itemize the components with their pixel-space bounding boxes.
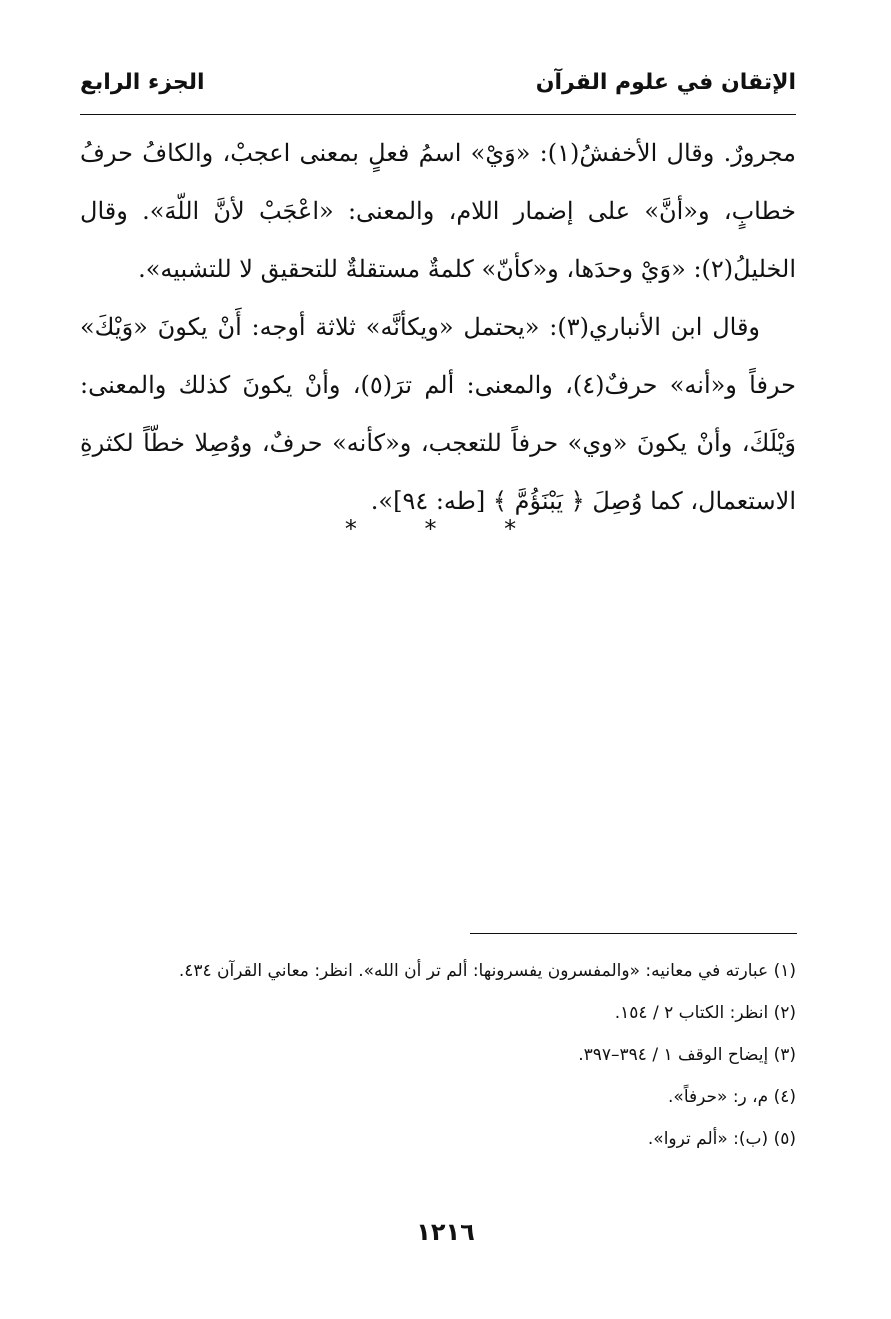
footnote-divider <box>470 933 797 934</box>
footnotes <box>80 950 796 1160</box>
header-divider <box>80 114 796 115</box>
footnote: (٤) م، ر: «حرفاً». <box>668 1087 796 1107</box>
footnote: (٢) انظر: الكتاب ٢ / ١٥٤. <box>614 1003 796 1023</box>
running-header <box>80 62 796 102</box>
main-text <box>80 124 796 530</box>
volume-label: الجزء الرابع <box>80 69 205 95</box>
section-separator: * * * <box>344 515 547 543</box>
paragraph: مجرورٌ. وقال الأخفشُ(١): «وَيْ» اسمُ فعلٍ بمعنى اعجبْ، والكافُ حرفُ خطابٍ، و«أنَّ» على إضمار اللام، والمعنى: «اعْجَبْ لأنَّ اللّهَ». وقال الخليلُ(٢): «وَيْ وحدَها، و«كأنّ» كلمةٌ مستقلةٌ للتحقيق لا للتشبيه». <box>80 139 796 283</box>
footnote: (١) عبارته في معانيه: «والمفسرون يفسرونها: ألم تر أن الله». انظر: معاني القرآن ٤٣٤. <box>178 961 796 981</box>
book-title: الإتقان في علوم القرآن <box>535 69 796 95</box>
paragraph: وقال ابن الأنباري(٣): «يحتمل «ويكأنَّه» ثلاثة أوجه: أَنْ يكونَ «وَيْكَ» حرفاً و«أنه» حرفٌ(٤)، والمعنى: ألم ترَ(٥)، وأنْ يكونَ كذلك والمعنى: وَيْلَكَ، وأنْ يكونَ «وي» حرفاً للتعجب، و«كأنه» حرفٌ، ووُصِلا خطّاً لكثرةِ الاستعمال، كما وُصِلَ ﴿ يَبْنَؤُمَّ ﴾ [طه: ٩٤]». <box>80 313 797 515</box>
page-number: ١٢١٦ <box>416 1218 475 1246</box>
footnote: (٣) إيضاح الوقف ١ / ٣٩٤–٣٩٧. <box>578 1045 796 1065</box>
footnote: (٥) (ب): «ألم تروا». <box>647 1129 796 1149</box>
